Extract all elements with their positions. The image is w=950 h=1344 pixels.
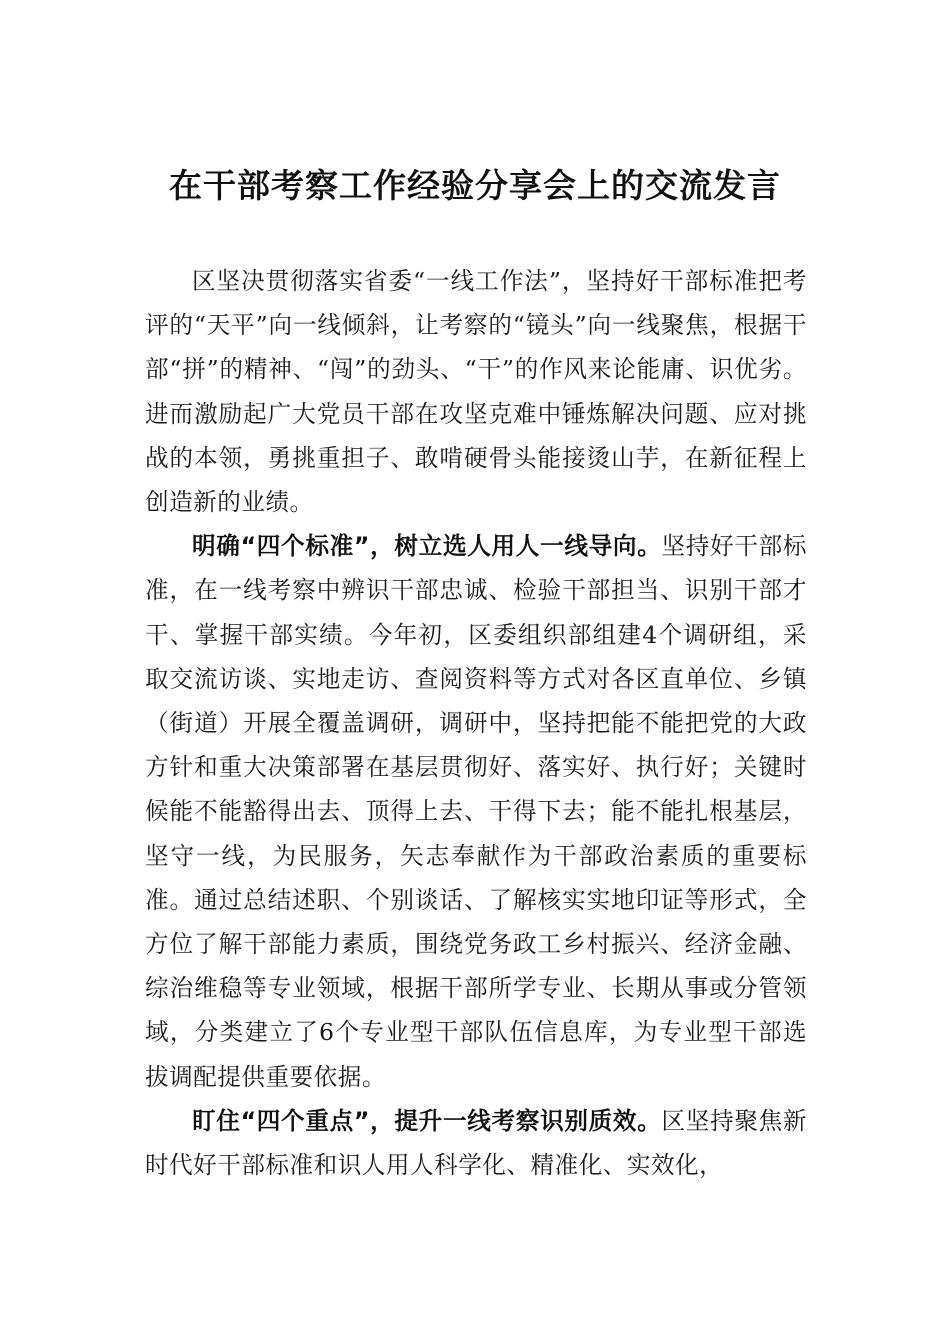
document-body [145,259,807,1187]
document-title: 在干部考察工作经验分享会上的交流发言 [169,166,781,205]
paragraph-text: 坚持好干部标准，在一线考察中辨识干部忠诚、检验干部担当、识别干部才干、掌握干部实绩。今年初，区委组织部组建4个调研组，采取交流访谈、实地走访、查阅资料等方式对各区直单位、乡镇（街道）开展全覆盖调研，调研中，坚持把能不能把党的大政方针和重大决策部署在基层贯彻好、落实好、执行好；关键时候能不能豁得出去、顶得上去、干得下去；能不能扎根基层，坚守一线，为民服务，矢志奉献作为干部政治素质的重要标准。通过总结述职、个别谈话、了解核实实地印证等形式，全方位了解干部能力素质，围绕党务政工乡村振兴、经济金融、综治维稳等专业领域，根据干部所学专业、长期从事或分管领域，分类建立了6个专业型干部队伍信息库，为专业型干部选拔调配提供重要依据。 [145,532,808,1091]
paragraph-lead: 盯住“四个重点”，提升一线考察识别质效。 [192,1106,662,1135]
paragraph-lead: 明确“四个标准”，树立选人用人一线导向。 [192,532,662,561]
paragraph-four-standards [145,524,807,1099]
paragraph-intro [145,259,807,524]
paragraph-four-focuses [145,1099,807,1187]
paragraph-text: 区坚持聚焦新时代好干部标准和识人用人科学化、精准化、实效化， [145,1106,808,1180]
paragraph-text: 区坚决贯彻落实省委“一线工作法”，坚持好干部标准把考评的“天平”向一线倾斜，让考察的“镜头”向一线聚焦，根据干部“拼”的精神、“闯”的劲头、“干”的作风来论能庸、识优劣。进而激励起广大党员干部在攻坚克难中锤炼解决问题、应对挑战的本领，勇挑重担子、敢啃硬骨头能接烫山芋，在新征程上创造新的业绩。 [145,267,807,517]
